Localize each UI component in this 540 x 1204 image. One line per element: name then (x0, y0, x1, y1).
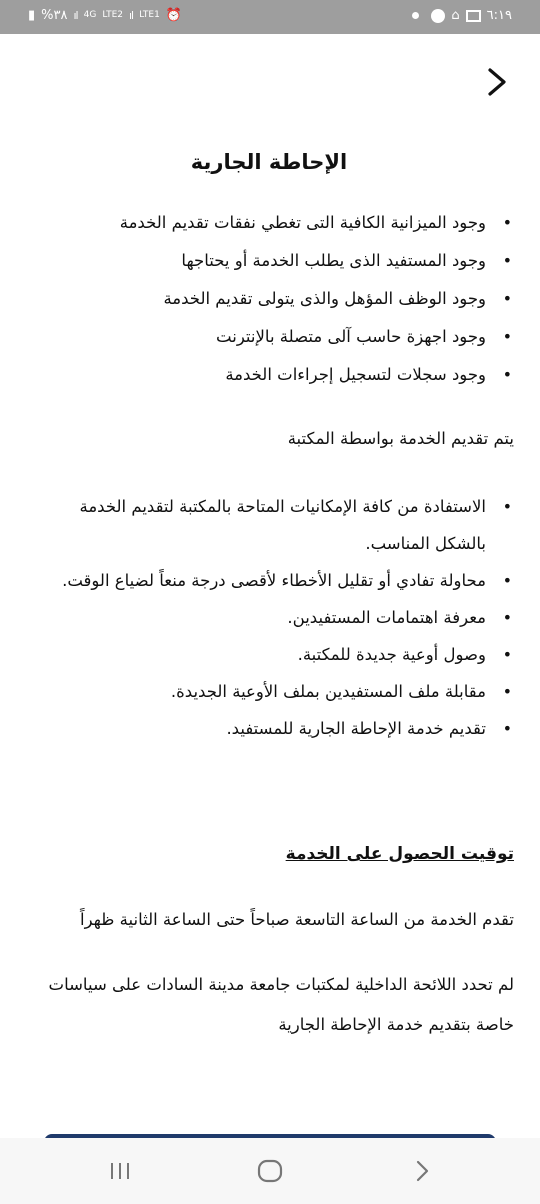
battery-icon: ▮ (28, 8, 36, 23)
status-bar (0, 0, 540, 34)
alarm-icon: ⏰ (165, 8, 182, 23)
home-icon[interactable] (250, 1156, 290, 1186)
list-item: • وجود سجلات لتسجيل إجراءات الخدمة (24, 356, 486, 394)
page-title: الإحاطة الجارية (190, 150, 348, 174)
signal-icon: ıl (73, 9, 78, 22)
list-item: • وجود الميزانية الكافية التى تغطي نفقات تقديم الخدمة (24, 204, 486, 242)
phone-icon (431, 9, 445, 23)
main-content (24, 130, 514, 1045)
timing-heading: توقيت الحصول على الخدمة (285, 844, 514, 864)
list-item: • معرفة اهتمامات المستفيدين. (24, 599, 486, 636)
navigation-bar (0, 1138, 540, 1204)
list-item: • وجود الوظف المؤهل والذى يتولى تقديم الخدمة (24, 280, 486, 318)
forward-chevron-icon[interactable] (478, 62, 518, 102)
list-item: • مقابلة ملف المستفيدين بملف الأوعية الجديدة. (24, 673, 486, 710)
sim1-label: LTE1 (139, 10, 160, 20)
list-item: • تقديم خدمة الإحاطة الجارية للمستفيد. (24, 710, 486, 747)
status-right-group (412, 8, 512, 23)
network-type: 4G (83, 10, 97, 20)
status-left-group (28, 8, 182, 23)
list-item: • وجود المستفيد الذى يطلب الخدمة أو يحتاجها (24, 242, 486, 280)
signal2-icon: ıl (129, 9, 134, 22)
list-item: • وصول أوعية جديدة للمكتبة. (24, 636, 486, 673)
intro-text: يتم تقديم الخدمة بواسطة المكتبة (287, 429, 514, 448)
recents-icon[interactable] (100, 1156, 140, 1186)
gallery-icon (466, 10, 481, 22)
list-item: • الاستفادة من كافة الإمكانيات المتاحة بالمكتبة لتقديم الخدمة بالشكل المناسب. (24, 488, 486, 562)
regulation-text: لم تحدد اللائحة الداخلية لمكتبات جامعة مدينة السادات على سياسات خاصة بتقديم خدمة الإحاطة الجارية (48, 975, 514, 1034)
list-item: • وجود اجهزة حاسب آلى متصلة بالإنترنت (24, 318, 486, 356)
clock-time: ٦:١٩ (486, 8, 512, 23)
wifi-icon: ⌂ (451, 8, 460, 23)
objectives-list (24, 488, 514, 747)
hours-text: تقدم الخدمة من الساعة التاسعة صباحاً حتى الساعة الثانية ظهراً (79, 910, 514, 929)
back-icon[interactable] (402, 1156, 442, 1186)
list-item: • محاولة تفادي أو تقليل الأخطاء لأقصى درجة منعاً لضياع الوقت. (24, 562, 486, 599)
notification-dot-icon (412, 12, 419, 19)
requirements-list (24, 204, 514, 394)
sim2-label: LTE2 (102, 10, 123, 20)
battery-level: %٣٨ (41, 8, 68, 23)
